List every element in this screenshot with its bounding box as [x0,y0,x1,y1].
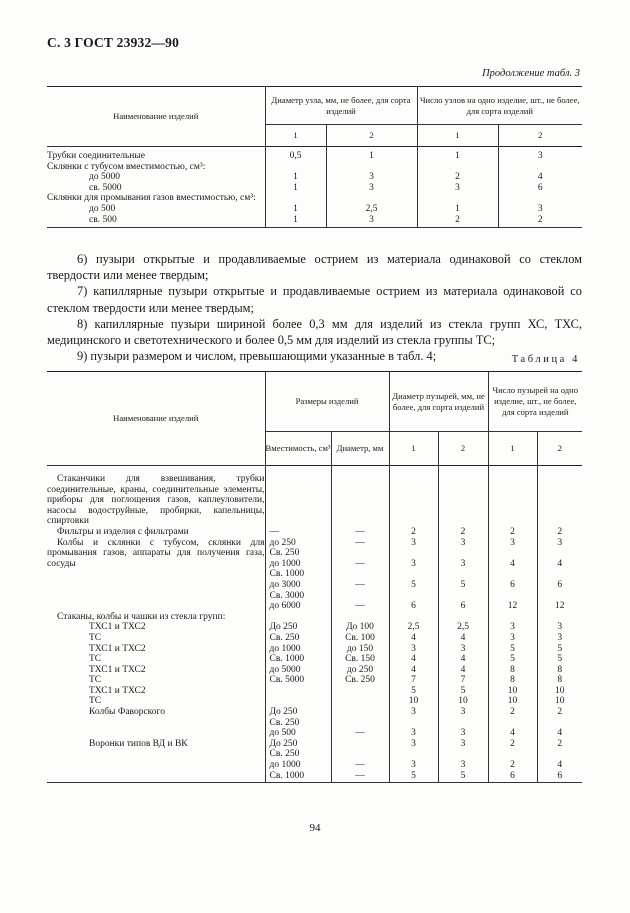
table-cell [326,162,417,173]
row-name: ТХС1 и ТХС2 [89,685,146,696]
table-cell-line [390,718,438,729]
table-cell-line: Св. 250 [269,749,300,760]
table-cell: 2,5 [438,622,488,633]
table-cell-line [538,548,583,559]
table-cell-line: 3 [557,537,563,548]
table-cell: 4 [438,654,488,665]
volume-cell: Св. 250 [265,633,331,644]
table-cell-line: 3 [411,558,416,569]
table-cell [537,739,582,783]
table-cell-line [489,569,537,580]
table-cell: 3 [488,622,537,633]
table-cell: 3 [326,215,417,228]
table-cell: 8 [488,665,537,676]
table-cell-line: 3 [460,728,466,739]
volume-cell: До 250 [265,622,331,633]
table-cell: 5 [537,654,582,665]
table-cell-line: 3 [411,760,416,771]
table-cell [389,707,438,739]
table-cell: 10 [389,696,438,707]
table-cell-line [489,718,537,729]
table-row [47,739,582,783]
table-cell-line [489,548,537,559]
table-cell: 10 [537,686,582,697]
table-cell: 4 [438,633,488,644]
volume-cell [265,538,331,612]
table-cell-line: 3 [411,537,416,548]
table-cell-line [538,718,583,729]
table-cell: 7 [389,675,438,686]
volume-cell [265,707,331,739]
table-cell [331,686,389,697]
table-cell [498,162,582,173]
table-row [47,612,582,623]
table-cell: 8 [537,675,582,686]
table-cell-line: 4 [510,728,515,739]
diameter-cell [331,707,389,739]
table-cell: 1 [417,147,498,162]
row-name: Колбы Фаворского [89,707,165,718]
table-cell-line [390,591,438,602]
table-cell: Св. 100 [331,633,389,644]
volume-cell [265,466,331,527]
t4-header-volume: Вместимость, см³ [265,432,331,466]
row-name: Склянки для промывания газов вместимостью, см³: [47,193,256,204]
table-cell [326,193,417,204]
table-cell-line: — [355,728,365,739]
table-cell: — [331,527,389,538]
table-cell-line: 5 [411,770,416,781]
table-cell: 2,5 [389,622,438,633]
table-cell [537,707,582,739]
t3-header-grade: 1 [265,125,326,147]
table-cell: 3 [498,204,582,215]
diameter-cell [331,538,389,612]
row-name: Колбы и склянки с тубусом, склянки для промывания газов, аппараты для получения газа, сосуды [47,537,265,569]
row-name: ТХС1 и ТХС2 [89,643,146,654]
table-cell-line [390,569,438,580]
table-cell-line: 2 [557,707,563,718]
table-cell-line: 6 [510,579,515,590]
t3-header-grade: 1 [417,125,498,147]
table-cell-line [332,707,389,718]
table-cell: 3 [417,183,498,194]
table-cell [417,193,498,204]
table-cell-line: Св. 250 [269,548,300,559]
row-name: Стаканчики для взвешивания, трубки соединительные, краны, соединительные элементы, приборы для поглощения газов, каплеуловители, насосы водоструйные, пробирки, капельницы, спиртовки [47,474,265,527]
t3-header-name: Наименование изделий [47,87,265,147]
table-cell: 3 [537,633,582,644]
table-cell: 2 [417,215,498,228]
table-row [47,633,582,644]
t4-header-grade: 1 [488,432,537,466]
table-cell: до 250 [331,665,389,676]
table-cell: 3 [438,644,488,655]
table-cell: 10 [488,696,537,707]
table-cell-line: 3 [460,707,466,718]
table-cell: 0,5 [265,147,326,162]
table-row [47,215,582,228]
table-row [47,696,582,707]
table-continuation-label: Продолжение табл. 3 [482,68,580,79]
table-cell-line: 5 [411,579,416,590]
row-name: Воронки типов ВД и ВК [47,739,265,783]
table-cell: 10 [438,696,488,707]
table-cell: 4 [389,633,438,644]
table-cell: 5 [488,644,537,655]
row-name: св. 5000 [89,182,122,193]
table-cell [488,707,537,739]
table-cell: 3 [326,172,417,183]
t4-header-bubble-diameter: Диаметр пузырей, мм, не более, для сорта изделий [389,372,488,432]
t4-header-sizes: Размеры изделий [265,372,389,432]
table-cell-line: 6 [557,770,563,781]
table-cell-line: 6 [557,579,563,590]
table-row [47,527,582,538]
table-cell-line: до 500 [269,728,296,739]
table-cell-line: 3 [460,738,466,749]
table-cell [438,538,488,612]
table-cell-line [332,591,389,602]
table-cell [389,739,438,783]
table-cell-line: 3 [510,537,515,548]
table-cell-line: 5 [460,579,466,590]
table-cell-line [332,739,389,750]
table-cell-line: 2 [557,738,563,749]
table-cell-line: — [355,579,365,590]
table-cell-line: 6 [411,601,416,612]
table-cell: 4 [438,665,488,676]
table-cell [389,612,438,623]
table-cell: 2 [488,527,537,538]
table-cell-line: — [355,601,365,612]
table-cell: 3 [498,147,582,162]
paragraph-6: 6) пузыри открытые и продавливаемые острием из материала одинаковой со стеклом твердости или менее твердым; [47,252,582,283]
table-cell: 5 [389,686,438,697]
t4-header-diameter-mm: Диаметр, мм [331,432,389,466]
row-name: ТХС1 и ТХС2 [89,664,146,675]
table-cell-line [489,591,537,602]
table-cell: 8 [488,675,537,686]
table-cell [488,538,537,612]
table-cell-line: 2 [510,707,515,718]
table-cell-line: 4 [510,558,515,569]
paragraph-7: 7) капиллярные пузыри открытые и продавливаемые острием из материала одинаковой со стеклом твердости или менее твердым; [47,284,582,315]
table-cell-line: 12 [555,601,565,612]
table-row [47,675,582,686]
table-cell-line: — [355,558,365,569]
t3-header-grade: 2 [326,125,417,147]
row-name: св. 500 [47,215,265,228]
table-cell [488,612,537,623]
table-row [47,466,582,527]
table-cell-line: — [355,537,365,548]
table-cell [537,538,582,612]
table-cell-line: 5 [460,770,466,781]
table-cell-line: 6 [510,770,515,781]
table-cell: Св. 150 [331,654,389,665]
table-row [47,707,582,739]
table-cell-line: Св. 3000 [269,590,305,601]
paragraph-8: 8) капиллярные пузыри шириной более 0,3 мм для изделий из стекла групп ХС, ТХС, медицинского и светотехнического и более 0,5 мм для изделий из стекла группы ТС; [47,316,582,348]
table-cell: 4 [389,665,438,676]
paragraph-9: 9) пузыри размером и числом, превышающими указанные в табл. 4; [77,349,437,364]
row-name: ТХС1 и ТХС2 [89,622,146,633]
table-cell-line [489,749,537,760]
paragraphs [47,251,582,364]
table-cell: 1 [265,204,326,215]
row-name: ТС [89,654,102,665]
t4-header-grade: 1 [389,432,438,466]
table-cell-line: 4 [557,760,563,771]
page-number: 94 [309,822,321,834]
table-cell-line: 6 [460,601,466,612]
table-cell [498,193,582,204]
table-cell-line [538,749,583,760]
table-cell-line: 4 [557,558,563,569]
table-cell-line [439,591,488,602]
t3-header-grade: 2 [498,125,582,147]
table-cell: 7 [438,675,488,686]
table-cell: 1 [326,147,417,162]
table-cell: 2 [537,527,582,538]
table-cell: 2 [417,172,498,183]
table-cell-line [538,591,583,602]
volume-cell: Св. 5000 [265,675,331,686]
table-cell-line: 2 [510,760,515,771]
table-cell-line: 3 [411,738,416,749]
table-cell-line [332,548,389,559]
row-name: Фильтры и изделия с фильтрами [57,526,189,537]
table-cell [438,466,488,527]
t3-header-diameter: Диаметр узла, мм, не более, для сорта изделий [265,87,417,125]
table-3 [47,86,582,228]
table-cell [389,538,438,612]
table-cell-line [332,718,389,729]
table-row [47,665,582,676]
table-row [47,193,582,204]
volume-cell [265,686,331,697]
table-cell: 5 [537,644,582,655]
table-cell: 4 [389,654,438,665]
table-cell-line: 3 [411,728,416,739]
row-name: ТС [89,675,102,686]
table-cell: 6 [498,183,582,194]
table-cell: 1 [265,215,326,228]
table-cell: 5 [438,686,488,697]
table-cell-line: — [355,770,365,781]
table-4 [47,371,582,783]
table-cell [331,696,389,707]
table-cell [488,466,537,527]
t4-header-grade: 2 [438,432,488,466]
table-cell: 10 [537,696,582,707]
table-cell [438,612,488,623]
volume-cell [265,612,331,623]
table-cell-line: 2 [510,738,515,749]
table-cell: 2 [438,527,488,538]
table-cell-line: До 250 [269,707,298,718]
row-name: Склянки с тубусом вместимостью, см³: [47,161,206,172]
table-cell-line: — [355,760,365,771]
t4-header-name: Наименование изделий [47,372,265,466]
table-cell [537,612,582,623]
table-cell: 3 [326,183,417,194]
page-header: С. 3 ГОСТ 23932—90 [47,35,180,50]
table-cell: 5 [488,654,537,665]
table-cell: 3 [389,644,438,655]
table-cell: 2,5 [326,204,417,215]
table-cell-line: 3 [460,558,466,569]
table-cell: 2 [389,527,438,538]
table-cell-line: 4 [557,728,563,739]
table-cell-line [439,548,488,559]
table-cell-line: Св. 1000 [269,569,305,580]
table-cell-line: 12 [507,601,518,612]
table-row [47,622,582,633]
table-cell: 1 [417,204,498,215]
table-cell [438,739,488,783]
table-row [47,162,582,173]
table-cell [537,466,582,527]
row-name: ТС [89,696,102,707]
table-cell-line [538,569,583,580]
table-cell [438,707,488,739]
table-cell-line: до 1000 [269,558,301,569]
table-cell-line [390,548,438,559]
table-row [47,204,582,215]
volume-cell: до 1000 [265,644,331,655]
table-cell: до 150 [331,644,389,655]
table-cell: 3 [537,622,582,633]
table-cell-line: до 1000 [269,760,301,771]
table-row [47,654,582,665]
t3-header-count: Число узлов на одно изделие, шт., не более, для сорта изделий [417,87,582,125]
row-name: Стаканы, колбы и чашки из стекла групп: [57,611,226,622]
table-cell [488,739,537,783]
table-cell-line [390,749,438,760]
table-cell [265,193,326,204]
table-cell-line: 3 [460,760,466,771]
table-cell-line [439,749,488,760]
table-cell: 1 [265,172,326,183]
table-4-caption: Таблица 4 [511,354,580,365]
row-name: до 5000 [89,172,120,183]
table-row [47,147,582,162]
table-cell: До 100 [331,622,389,633]
table-cell [265,162,326,173]
table-cell [417,162,498,173]
table-row [47,172,582,183]
table-cell [331,466,389,527]
table-cell-line [439,718,488,729]
table-cell: 10 [488,686,537,697]
table-cell: 8 [537,665,582,676]
t4-header-bubble-count: Число пузырей на одно изделие, шт., не более, для сорта изделий [488,372,582,432]
table-cell: 3 [488,633,537,644]
table-row [47,183,582,194]
table-cell-line: 3 [411,707,416,718]
table-row [47,686,582,697]
t4-header-grade: 2 [537,432,582,466]
volume-cell: до 5000 [265,665,331,676]
table-cell-line: До 250 [269,738,298,749]
table-cell-line: Св. 250 [269,717,300,728]
volume-cell: Св. 1000 [265,654,331,665]
table-cell-line: до 250 [269,537,296,548]
table-cell: 2 [498,215,582,228]
row-name: ТС [89,632,102,643]
table-cell-line [332,749,389,760]
volume-cell [265,739,331,783]
table-cell-line: Св. 1000 [269,770,305,781]
row-name: до 500 [89,203,116,214]
row-name: Трубки соединительные [47,151,145,161]
table-cell: 1 [265,183,326,194]
table-cell-line: до 6000 [269,601,301,612]
table-cell-line: до 3000 [269,579,301,590]
table-row [47,644,582,655]
table-row [47,538,582,612]
table-cell-line: 3 [460,537,466,548]
table-cell-line [439,569,488,580]
table-cell [389,466,438,527]
table-cell [331,612,389,623]
table-cell: 4 [498,172,582,183]
diameter-cell [331,739,389,783]
table-cell-line [332,569,389,580]
volume-cell: — [265,527,331,538]
volume-cell [265,696,331,707]
table-cell: Св. 250 [331,675,389,686]
